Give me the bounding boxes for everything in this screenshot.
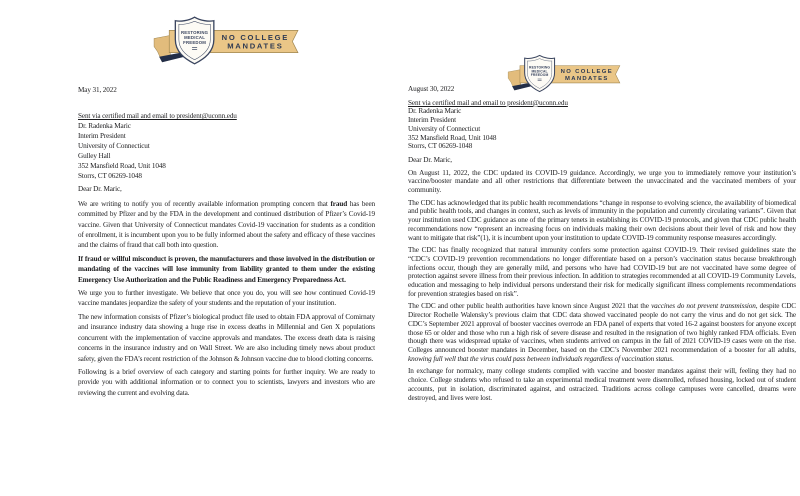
paragraph: The CDC has finally recognized that natural immunity confers some protection against COVID-19. Their revised guidelines state the “CDC’s COVID-19 prevention recommendations no longer differentiate based on a person’s vaccination status because breakthrough infections occur, though they are generally mild, and persons who have had COVID-19 but are not vaccinated have some degree of protection against severe illness from their previous infection. In addition to strategies recommended at all COVID-19 Community Levels, education and messaging to help individual persons understand their risk for medically significant illness complements recommendations for prevention strategies based on risk”. xyxy=(408,246,796,298)
no-college-mandates-logo xyxy=(150,14,302,67)
recipient-address-block xyxy=(408,99,796,151)
shield-text-line3: FREEDOM xyxy=(183,40,207,46)
paragraph: On August 11, 2022, the CDC updated its COVID-19 guidance. Accordingly, we urge you to immediately remove your institution’s vaccine/booster mandate and all other restrictions that differentiate between the unvaccinated and the vaccinated members of your community. xyxy=(408,168,796,195)
address-line: 352 Mansfield Road, Unit 1048 xyxy=(408,133,497,142)
sent-via-line: Sent via certified mail and email to president@uconn.edu xyxy=(408,98,568,107)
letter-date: May 31, 2022 xyxy=(78,86,117,94)
letter-body xyxy=(408,169,796,403)
address-line: Dr. Radenka Maric xyxy=(408,107,462,116)
banner-text-line1: NO COLLEGE xyxy=(560,69,613,76)
sent-via-line: Sent via certified mail and email to president@uconn.edu xyxy=(78,112,237,121)
letter-date: August 30, 2022 xyxy=(408,85,455,93)
address-line: Interim President xyxy=(78,132,126,141)
address-line: 352 Mansfield Road, Unit 1048 xyxy=(78,162,166,171)
address-line: Storrs, CT 06269-1048 xyxy=(78,172,142,181)
banner-text-line2: MANDATES xyxy=(564,75,609,82)
shield-text-line2: MEDICAL xyxy=(531,69,548,74)
banner-text-line1: NO COLLEGE xyxy=(221,32,290,42)
letter-body xyxy=(78,199,375,398)
shield-text-line1: RESTORING xyxy=(529,65,551,70)
shield-text-line3: FREEDOM xyxy=(530,73,549,78)
paragraph: The CDC and other public health authorities have known since August 2021 that the vaccines do not prevent transmission, despite CDC Director Rochelle Walensky’s previous claim that CDC data showed vaccinated people do not carry the virus and do not get sick. The CDC’s September 2021 approval of booster vaccines overrode an FDA panel of experts that voted 16-2 against boosters for anyone except those 65 or older and those who run a high risk of severe disease and resulted in the resignation of two highly ranked FDA officials. Even though there was widespread uptake of vaccines, when students arrived on campus in the fall of 2021 COVID-19 cases were on the rise. Colleges announced booster mandates in December, based on the CDC’s November 2021 recommendation of a booster for all adults, knowing full well that the virus could pass between individuals regardless of vaccination status. xyxy=(408,302,796,363)
letter-page-may xyxy=(78,85,375,401)
shield-text-line2: MEDICAL xyxy=(184,34,206,40)
shield-text-line1: RESTORING xyxy=(180,29,209,35)
paragraph: The new information consists of Pfizer’s biological product file used to obtain FDA approval of Comirnaty and insurance industry data showing a huge rise in excess deaths in Millennial and Gen X populations concurrent with the implementation of vaccine approvals and mandates. The excess death data is raising concerns in the insurance industry and on Wall Street. We are also including timely news about product safety, given the FDA’s recent restriction of the Johnson & Johnson vaccine due to blood clotting concerns. xyxy=(78,312,375,363)
banner-text-line2: MANDATES xyxy=(227,41,284,51)
paragraph: Following is a brief overview of each category and starting points for further inquiry. We are ready to provide you with additional information or to connect you to scientists, lawyers and investors who are reviewing the current and evolving data. xyxy=(78,367,375,397)
paragraph: We are writing to notify you of recently available information prompting concern that fraud has been committed by Pfizer and by the FDA in the development and continued distribution of Pfizer’s Covid-19 vaccine. Given that University of Connecticut mandates Covid-19 vaccination for students as a condition of enrollment, it is incumbent upon you to be fully informed about the safety and efficacy of these vaccines and the claims of fraud that call both into question. xyxy=(78,199,375,250)
recipient-address-block xyxy=(78,111,375,181)
paragraph: The CDC has acknowledged that its public health recommendations “change in response to evolving science, the availability of biomedical and public health tools, and changes in context, such as levels of immunity in the population and currently circulating variants”. Given that your institution used CDC guidance as one of the primary tenets in establishing its COVID-19 protocols, and given that CDC public health recommendations now “represent an increasing focus on individuals making their own decisions about their level of risk and how they want to mitigate that risk”(1), it is incumbent upon your institution to update COVID-19 community response measures accordingly. xyxy=(408,198,796,242)
salutation: Dear Dr. Maric, xyxy=(78,185,122,194)
letter-page-august xyxy=(408,85,796,406)
address-line: Storrs, CT 06269-1048 xyxy=(408,142,473,151)
address-line: University of Connecticut xyxy=(78,142,150,151)
address-line: University of Connecticut xyxy=(408,124,481,133)
recipient-address xyxy=(78,121,375,181)
recipient-address xyxy=(408,107,796,151)
address-line: Gulley Hall xyxy=(78,152,111,161)
address-line: Dr. Radenka Maric xyxy=(78,122,131,131)
address-line: Interim President xyxy=(408,116,457,125)
salutation: Dear Dr. Maric, xyxy=(408,155,453,164)
paragraph: We urge you to further investigate. We believe that once you do, you will see how continued Covid-19 vaccine mandates jeopardize the safety of your students and the reputation of your institution. xyxy=(78,289,375,308)
paragraph: If fraud or willful misconduct is proven, the manufacturers and those involved in the distribution or mandating of the vaccines will lose immunity from liability granted to them under the existing Emergency Use Authorization and the Public Readiness and Emergency Preparedness Act. xyxy=(78,254,375,284)
paragraph: In exchange for normalcy, many college students complied with vaccine and booster mandates against their will, feeling they had no choice. College students who refused to take an experimental medical treatment were disenrolled, refused housing, locked out of student accounts, put in isolation, discriminated against, and ostracized. Traditions across college campuses were cancelled, dreams were destroyed, and lives were lost. xyxy=(408,367,796,402)
